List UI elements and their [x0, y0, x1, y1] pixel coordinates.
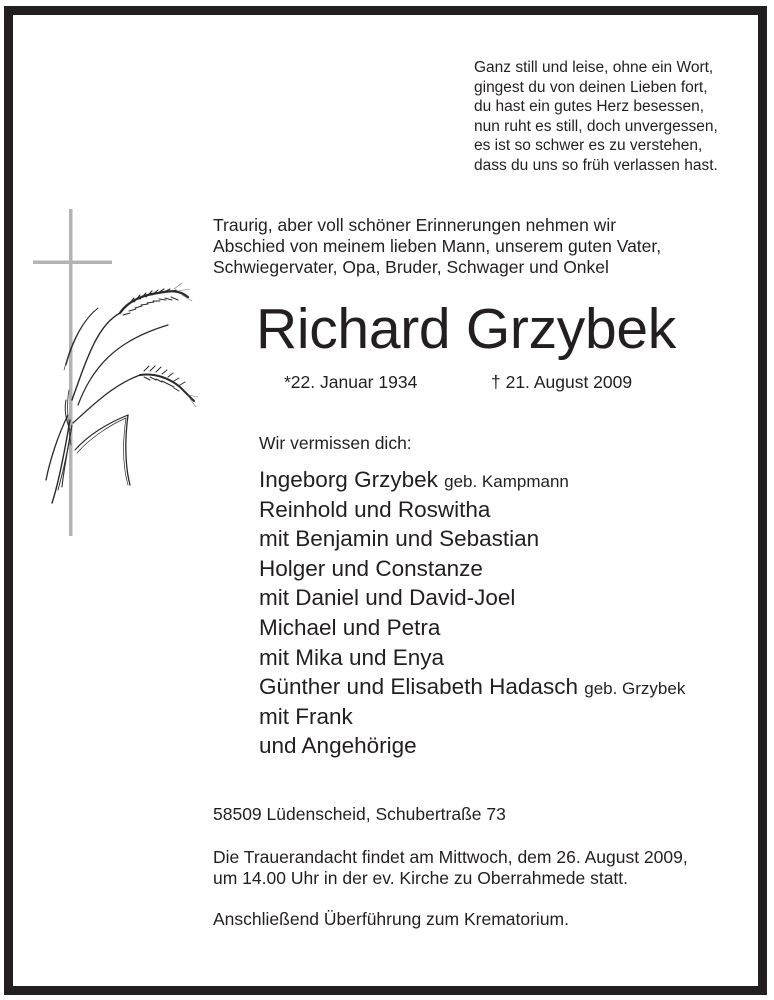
- cross-with-wheat-icon: [28, 205, 208, 540]
- poem-line: es ist so schwer es zu verstehen,: [474, 137, 703, 155]
- mourner-row: [259, 495, 685, 525]
- intro-line: Schwiegervater, Opa, Bruder, Schwager und Onkel: [213, 257, 609, 277]
- mourner-row: [259, 731, 685, 761]
- poem-line: du hast ein gutes Herz besessen,: [474, 98, 705, 116]
- intro-line: Abschied von meinem lieben Mann, unserem guten Vater,: [213, 236, 662, 256]
- mourner-note: geb. Grzybek: [584, 679, 686, 699]
- service-info: [213, 847, 688, 889]
- poem-line: Ganz still und leise, ohne ein Wort,: [474, 59, 714, 76]
- mourner-name: mit Daniel und David-Joel: [259, 585, 516, 611]
- mourner-name: mit Frank: [259, 703, 353, 729]
- mourner-name: Reinhold und Roswitha: [259, 496, 491, 522]
- poem-line: gingest du von deinen Lieben fort,: [474, 78, 708, 96]
- mourner-name: Ingeborg Grzybek: [259, 467, 438, 492]
- mourner-name: Holger und Constanze: [259, 555, 483, 581]
- mourners-heading: Wir vermissen dich:: [259, 433, 412, 453]
- mourner-name: und Angehörige: [259, 733, 417, 759]
- mourner-name: mit Benjamin und Sebastian: [259, 526, 540, 552]
- deceased-name: Richard Grzybek: [256, 297, 676, 361]
- intro-line: Traurig, aber voll schöner Erinnerungen nehmen wir: [213, 215, 617, 235]
- service-line: um 14.00 Uhr in der ev. Kirche zu Oberrahmede statt.: [213, 868, 629, 888]
- mourner-name: mit Mika und Enya: [259, 644, 445, 670]
- address: 58509 Lüdenscheid, Schubertraße 73: [213, 804, 506, 824]
- mourner-row: [259, 672, 685, 702]
- closing-note: Anschließend Überführung zum Krematorium.: [213, 909, 569, 929]
- mourner-note: geb. Kampmann: [444, 472, 569, 491]
- poem-line: nun ruht es still, doch unvergessen,: [474, 117, 718, 135]
- mourners-list: [259, 465, 685, 761]
- mourner-row: [259, 643, 685, 673]
- mourner-row: [259, 524, 685, 554]
- mourner-row: [259, 465, 685, 495]
- birth-date: *22. Januar 1934: [284, 372, 418, 392]
- poem: [474, 58, 718, 176]
- death-date: † 21. August 2009: [491, 372, 633, 392]
- mourner-row: [259, 583, 685, 613]
- mourner-row: [259, 702, 685, 732]
- mourner-name: Michael und Petra: [259, 614, 441, 640]
- intro-text: [213, 215, 661, 278]
- mourner-row: [259, 554, 685, 584]
- mourner-name: Günther und Elisabeth Hadasch: [259, 674, 578, 700]
- poem-line: dass du uns so früh verlassen hast.: [474, 156, 718, 174]
- service-line: Die Trauerandacht findet am Mittwoch, dem 26. August 2009,: [213, 847, 688, 867]
- mourner-row: [259, 613, 685, 643]
